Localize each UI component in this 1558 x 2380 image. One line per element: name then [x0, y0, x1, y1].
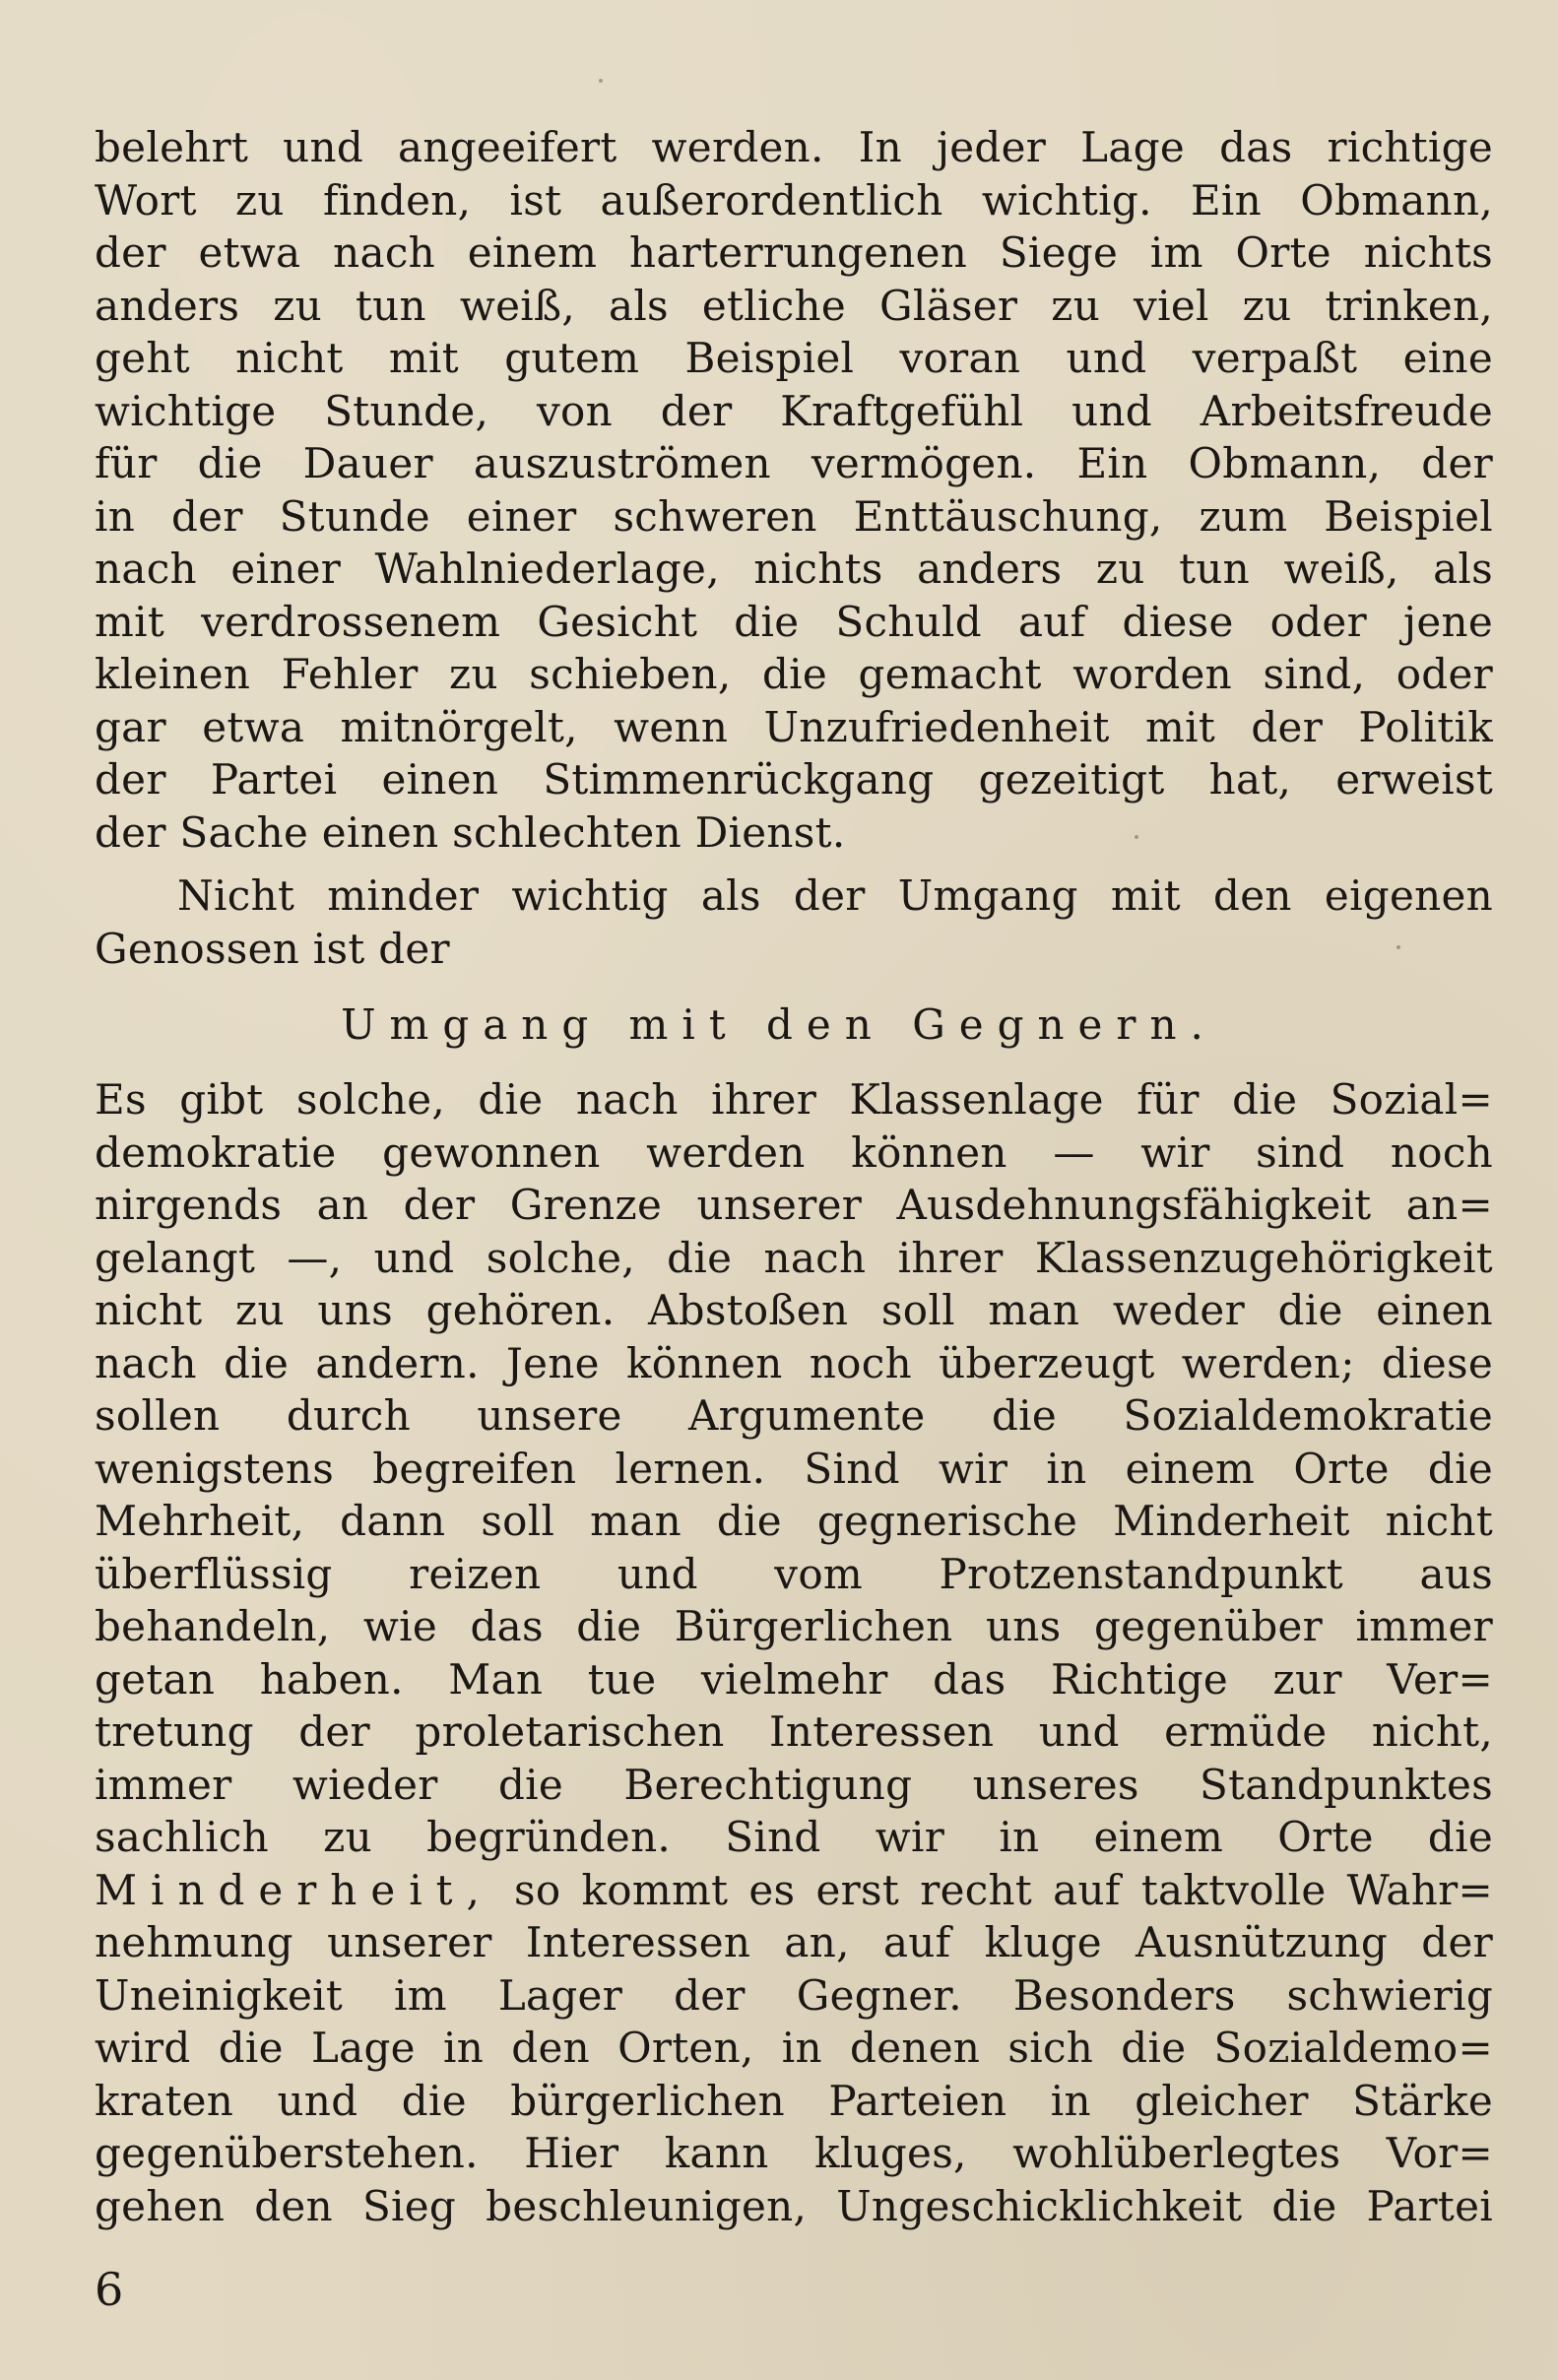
- text-line: wird die Lage in den Orten, in denen sich die Sozialdemo=: [95, 2024, 1493, 2072]
- text-line: gar etwa mitnörgelt, wenn Unzufriedenheit mit der Politik: [95, 702, 1493, 751]
- text-line: sachlich zu begründen. Sind wir in einem Orte die: [95, 1813, 1493, 1861]
- text-line: der Sache einen schlechten Dienst.: [95, 807, 846, 857]
- text-line: kleinen Fehler zu schieben, die gemacht worden sind, oder: [95, 650, 1493, 698]
- print-speck: [599, 79, 603, 83]
- text-line: nehmung unserer Interessen an, auf kluge Ausnützung der: [95, 1918, 1493, 1966]
- text-line: gehen den Sieg beschleunigen, Ungeschicklichkeit die Partei: [95, 2181, 1493, 2230]
- section-heading: Umgang mit den Gegnern.: [341, 1000, 1217, 1049]
- text-line: überflüssig reizen und vom Protzenstandpunkt aus: [95, 1549, 1493, 1598]
- text-line: nirgends an der Grenze unserer Ausdehnungsfähigkeit an=: [95, 1181, 1493, 1229]
- text-line: nach die andern. Jene können noch überzeugt werden; diese: [95, 1338, 1493, 1387]
- text-line: für die Dauer auszuströmen vermögen. Ein Obmann, der: [95, 439, 1493, 487]
- text-line: mit verdrossenem Gesicht die Schuld auf diese oder jene: [95, 597, 1493, 646]
- text-line: tretung der proletarischen Interessen und ermüde nicht,: [95, 1707, 1493, 1756]
- paragraph-2: [95, 869, 1493, 975]
- text-line: der Partei einen Stimmenrückgang gezeitigt hat, erweist: [95, 755, 1493, 804]
- text-line: geht nicht mit gutem Beispiel voran und verpaßt eine: [95, 334, 1493, 382]
- text-line: Nicht minder wichtig als der Umgang mit den eigenen: [177, 871, 1493, 920]
- text-line-rest: so kommt es erst recht auf taktvolle Wahr=: [492, 1865, 1493, 1914]
- text-line: Wort zu finden, ist außerordentlich wichtig. Ein Obmann,: [95, 175, 1493, 225]
- text-line: Uneinigkeit im Lager der Gegner. Besonders schwierig: [95, 1970, 1493, 2020]
- text-line: Mehrheit, dann soll man die gegnerische Minderheit nicht: [95, 1497, 1493, 1545]
- paragraph-3: [95, 1073, 1493, 2232]
- text-line: sollen durch unsere Argumente die Sozialdemokratie: [95, 1391, 1493, 1440]
- text-line: nicht zu uns gehören. Abstoßen soll man weder die einen: [95, 1286, 1493, 1334]
- text-line: in der Stunde einer schweren Enttäuschung, zum Beispiel: [95, 491, 1493, 541]
- text-line: Genossen ist der: [95, 924, 450, 973]
- text-line: demokratie gewonnen werden können — wir sind noch: [95, 1127, 1493, 1177]
- text-line-emphasized: [95, 1864, 1493, 1917]
- text-line: belehrt und angeeifert werden. In jeder Lage das richtige: [95, 123, 1493, 171]
- text-line: gegenüberstehen. Hier kann kluges, wohlüberlegtes Vor=: [95, 2129, 1493, 2177]
- emphasized-word: Minderheit,: [95, 1865, 493, 1914]
- text-line: getan haben. Man tue vielmehr das Richtige zur Ver=: [95, 1654, 1493, 1704]
- text-line: nach einer Wahlniederlage, nichts anders zu tun weiß, als: [95, 545, 1493, 593]
- text-line: wichtige Stunde, von der Kraftgefühl und Arbeitsfreude: [95, 386, 1493, 435]
- text-line: kraten und die bürgerlichen Parteien in gleicher Stärke: [95, 2076, 1493, 2125]
- text-line: wenigstens begreifen lernen. Sind wir in einem Orte die: [95, 1444, 1493, 1493]
- text-line: der etwa nach einem harterrungenen Siege im Orte nichts: [95, 228, 1493, 277]
- text-line: gelangt —, und solche, die nach ihrer Klassenzugehörigkeit: [95, 1233, 1493, 1282]
- text-line: immer wieder die Berechtigung unseres Standpunktes: [95, 1760, 1493, 1809]
- page-number: 6: [95, 2263, 124, 2316]
- text-line: behandeln, wie das die Bürgerlichen uns gegenüber immer: [95, 1602, 1493, 1650]
- paragraph-1: [95, 121, 1493, 859]
- text-line: anders zu tun weiß, als etliche Gläser zu viel zu trinken,: [95, 281, 1493, 330]
- text-line: Es gibt solche, die nach ihrer Klassenlage für die Sozial=: [95, 1075, 1493, 1124]
